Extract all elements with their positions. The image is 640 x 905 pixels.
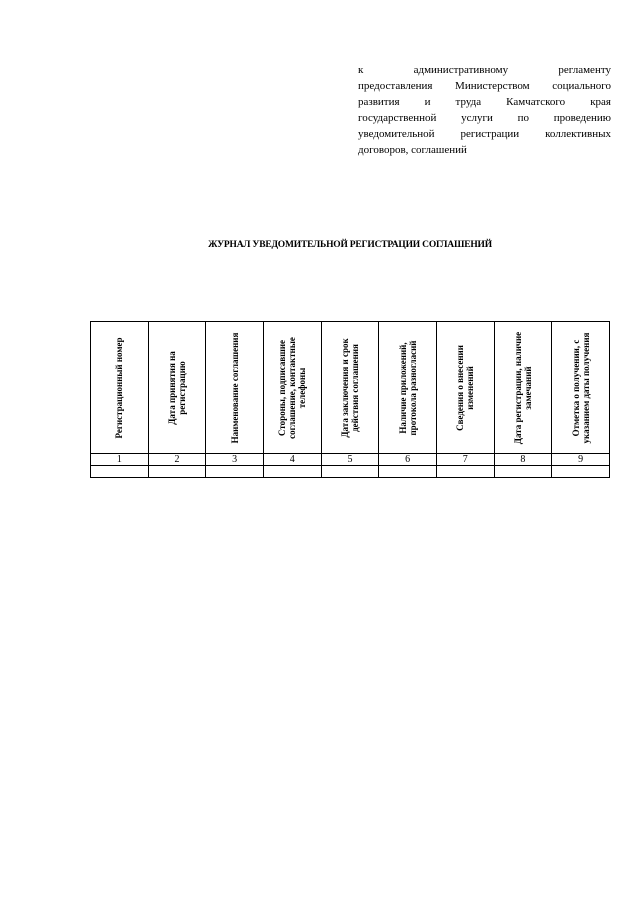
table-cell[interactable] bbox=[436, 466, 494, 478]
column-header-label: Стороны, подписавшие соглашение, контактные телефоны bbox=[277, 336, 308, 439]
table-cell[interactable] bbox=[263, 466, 321, 478]
table-cell[interactable] bbox=[206, 466, 264, 478]
journal-title: ЖУРНАЛ УВЕДОМИТЕЛЬНОЙ РЕГИСТРАЦИИ СОГЛАШЕНИЙ bbox=[208, 240, 492, 250]
column-number: 2 bbox=[148, 454, 206, 466]
header-line: к административному регламенту bbox=[358, 64, 611, 76]
column-header-label: Сведения о внесении изменений bbox=[455, 344, 476, 431]
column-number: 6 bbox=[379, 454, 437, 466]
column-number: 3 bbox=[206, 454, 264, 466]
column-header bbox=[436, 322, 494, 454]
column-header-label: Отметка о получении, с указанием даты получения bbox=[570, 332, 591, 443]
column-number: 4 bbox=[263, 454, 321, 466]
column-number: 7 bbox=[436, 454, 494, 466]
table-cell[interactable] bbox=[148, 466, 206, 478]
header-line: предоставления Министерством социального bbox=[358, 80, 611, 92]
table-row bbox=[91, 466, 610, 478]
header-line: уведомительной регистрации коллективных bbox=[358, 128, 611, 140]
header-line: государственной услуги по проведению bbox=[358, 112, 611, 124]
table-header-row bbox=[91, 322, 610, 454]
table-cell[interactable] bbox=[494, 466, 552, 478]
table-cell[interactable] bbox=[379, 466, 437, 478]
header-note bbox=[358, 62, 611, 158]
header-line: развития и труда Камчатского края bbox=[358, 96, 611, 108]
header-line: договоров, соглашений bbox=[358, 144, 467, 156]
column-header bbox=[321, 322, 379, 454]
table-cell[interactable] bbox=[321, 466, 379, 478]
column-header bbox=[552, 322, 610, 454]
column-header bbox=[494, 322, 552, 454]
column-header bbox=[148, 322, 206, 454]
table-cell[interactable] bbox=[552, 466, 610, 478]
column-header-label: Наличие приложений, протокола разногласий bbox=[397, 340, 418, 435]
column-number: 9 bbox=[552, 454, 610, 466]
column-header bbox=[263, 322, 321, 454]
column-header-label: Наименование соглашения bbox=[229, 332, 240, 443]
column-header-label: Дата регистрации, наличие замечаний bbox=[512, 331, 533, 444]
column-header-label: Дата заключения и срок действия соглашения bbox=[339, 337, 360, 438]
table-number-row bbox=[91, 454, 610, 466]
column-header bbox=[379, 322, 437, 454]
column-header-label: Дата принятия на регистрацию bbox=[166, 350, 187, 425]
column-number: 8 bbox=[494, 454, 552, 466]
journal-table bbox=[90, 321, 610, 478]
column-number: 5 bbox=[321, 454, 379, 466]
column-header-label: Регистрационный номер bbox=[114, 336, 125, 439]
table-cell[interactable] bbox=[91, 466, 149, 478]
column-header bbox=[206, 322, 264, 454]
column-number: 1 bbox=[91, 454, 149, 466]
column-header bbox=[91, 322, 149, 454]
